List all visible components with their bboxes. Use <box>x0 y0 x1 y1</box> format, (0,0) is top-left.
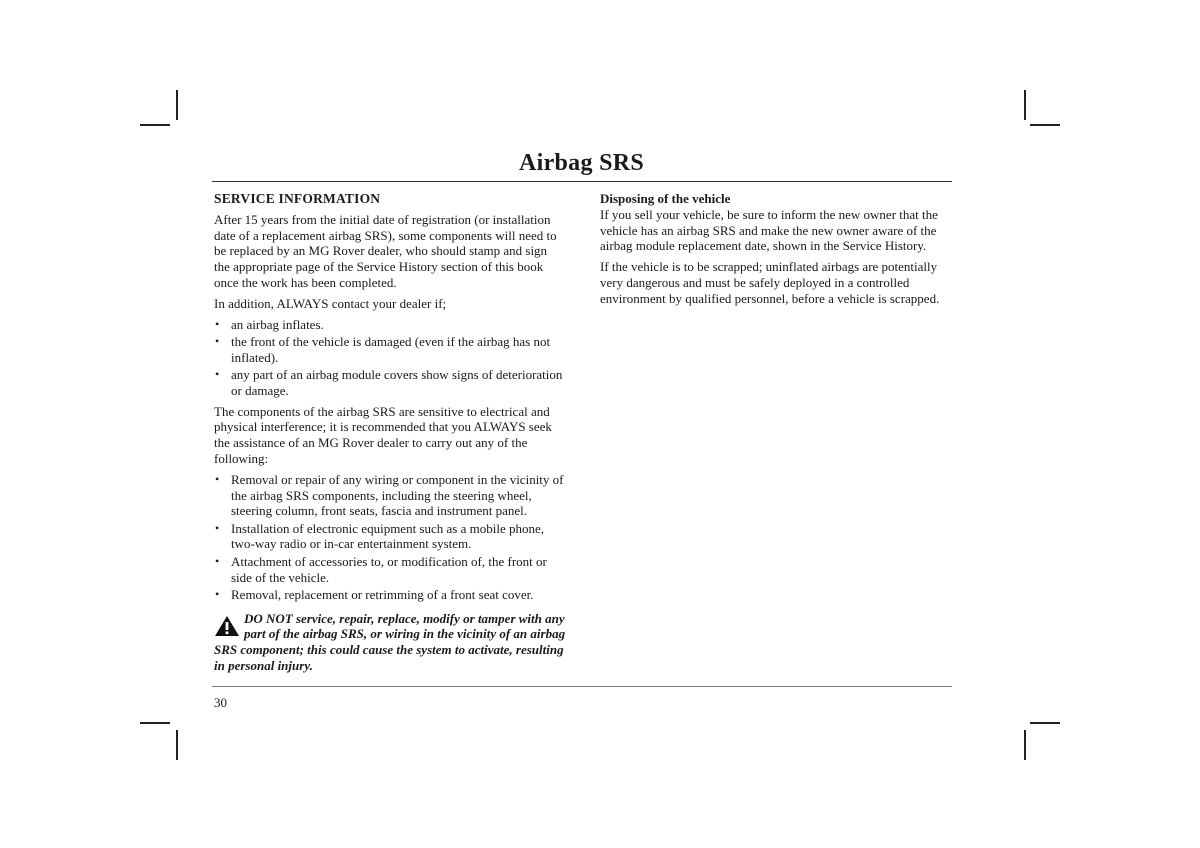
bullet-icon: • <box>215 333 220 348</box>
crop-mark-bottom-left-vertical <box>176 730 178 760</box>
list-item: • the front of the vehicle is damaged (even if the airbag has not inflated). <box>215 333 551 365</box>
crop-mark-top-left-horizontal <box>140 124 170 126</box>
crop-mark-bottom-left-horizontal <box>140 722 170 724</box>
bullet-icon: • <box>215 520 220 535</box>
list-item: • an airbag inflates. <box>215 316 324 332</box>
crop-mark-top-right-horizontal <box>1030 124 1060 126</box>
crop-mark-bottom-right-horizontal <box>1030 722 1060 724</box>
disposing-heading: Disposing of the vehicle <box>600 191 731 206</box>
list-item: • Attachment of accessories to, or modification of, the front or side of the vehicle. <box>215 553 547 585</box>
footer-divider <box>212 686 952 687</box>
contact-dealer-list <box>214 317 566 399</box>
list-item: • Removal or repair of any wiring or component in the vicinity of the airbag SRS components, including the steering wheel, steering column, front seats, fascia and instrument panel. <box>215 471 564 519</box>
list-item: • Installation of electronic equipment such as a mobile phone, two-way radio or in-car entertainment system. <box>215 520 544 552</box>
crop-mark-top-left-vertical <box>176 90 178 120</box>
bullet-icon: • <box>215 366 220 381</box>
right-column <box>600 191 952 312</box>
bullet-icon: • <box>215 316 220 331</box>
interference-paragraph: The components of the airbag SRS are sensitive to electrical and physical interference; it is recommended that you ALWAYS seek the assistance of an MG Rover dealer to carry out any of the following: <box>214 403 552 466</box>
list-item: • Removal, replacement or retrimming of a front seat cover. <box>215 586 534 602</box>
bullet-icon: • <box>215 471 220 486</box>
page-title: Airbag SRS <box>518 150 644 176</box>
contact-dealer-paragraph: In addition, ALWAYS contact your dealer if; <box>214 295 447 311</box>
service-intro-paragraph: After 15 years from the initial date of registration (or installation date of a replacement airbag SRS), some components will need to be replaced by an MG Rover dealer, who should stamp and sign the appropriate page of the Service History section of this book once the work has been completed. <box>214 211 557 290</box>
warning-notice <box>214 611 566 674</box>
service-information-heading: SERVICE INFORMATION <box>214 191 381 206</box>
crop-mark-bottom-right-vertical <box>1024 730 1026 760</box>
bullet-icon: • <box>215 586 220 601</box>
warning-text: DO NOT service, repair, replace, modify or tamper with any part of the airbag SRS, or wiring in the vicinity of an airbag SRS component; this could cause the system to activate, resulting in personal injury. <box>214 610 566 674</box>
left-column <box>214 191 566 674</box>
page-number: 30 <box>214 695 227 710</box>
bullet-icon: • <box>215 553 220 568</box>
selling-vehicle-paragraph: If you sell your vehicle, be sure to inform the new owner that the vehicle has an airbag SRS and make the new owner aware of the airbag module replacement date, shown in the Service History. <box>600 206 938 254</box>
dealer-work-list <box>214 472 566 603</box>
list-item: • any part of an airbag module covers show signs of deterioration or damage. <box>215 366 563 398</box>
title-divider <box>212 181 952 182</box>
warning-triangle-icon <box>214 615 240 637</box>
scrapping-vehicle-paragraph: If the vehicle is to be scrapped; uninflated airbags are potentially very dangerous and must be safely deployed in a controlled environment by qualified personnel, before a vehicle is scrapped. <box>600 259 940 306</box>
crop-mark-top-right-vertical <box>1024 90 1026 120</box>
